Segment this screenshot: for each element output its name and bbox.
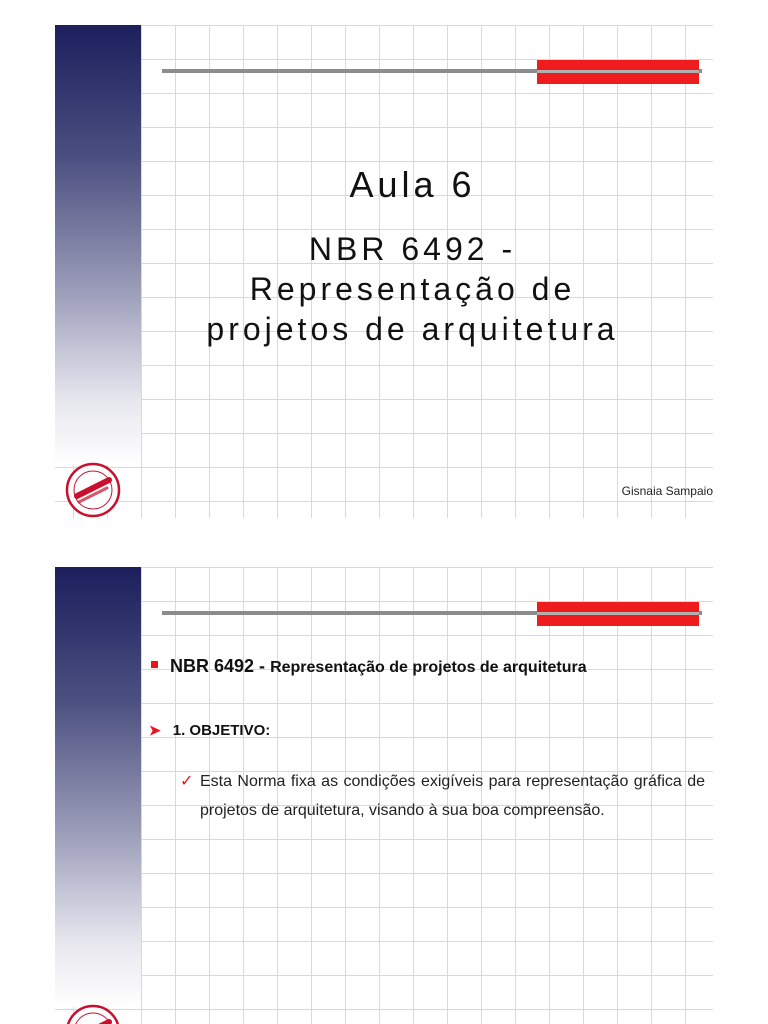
slide-1 [55, 25, 713, 518]
title-line-2: NBR 6492 - [308, 231, 517, 267]
arrow-bullet-icon: ➤ [149, 722, 161, 738]
heading-sub: Representação de projetos de arquitetura [270, 659, 587, 676]
slide-title [155, 163, 670, 349]
heading-bullet [151, 656, 587, 677]
header-red-bar [537, 60, 699, 84]
square-bullet-icon [151, 661, 158, 668]
universidade-salvador-seal-icon [65, 1004, 121, 1024]
section-objective [149, 722, 270, 739]
side-gradient-band [55, 25, 141, 465]
checkmark-icon: ✓ [180, 773, 194, 790]
slide-2 [55, 567, 713, 1024]
header-red-bar [537, 602, 699, 626]
title-line-4: projetos de arquitetura [206, 311, 619, 347]
universidade-salvador-seal-icon [65, 462, 121, 518]
title-line-3: Representação de [249, 271, 576, 307]
side-gradient-band [55, 567, 141, 1007]
objective-paragraph [180, 767, 705, 825]
section-title: 1. OBJETIVO: [172, 722, 271, 739]
paragraph-text: Esta Norma fixa as condições exigíveis para representação gráfica de projetos de arquitetura, visando à sua boa compreensão. [200, 773, 705, 819]
author-name: Gisnaia Sampaio [621, 484, 713, 498]
title-line-1: Aula 6 [349, 164, 476, 205]
heading-main: NBR 6492 - [170, 656, 266, 676]
